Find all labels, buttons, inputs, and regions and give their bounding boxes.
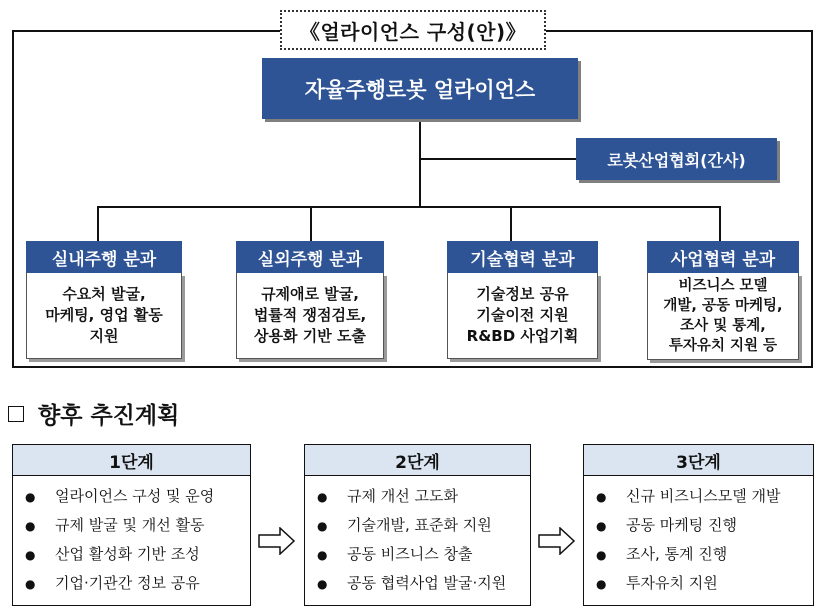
division-desc [26,273,182,359]
alliance-box: 자율주행로봇 얼라이언스 [262,58,578,119]
list-item-text: 규제 발굴 및 개선 활동 [55,516,205,534]
bullet-dot-icon: ● [25,548,36,562]
list-item [596,540,813,569]
list-item [596,569,813,598]
list-item [25,569,250,598]
division-business [647,241,799,360]
bullet-dot-icon: ● [596,490,607,504]
connector-line [310,206,312,242]
division-desc-line: 상용화 기반 도출 [254,327,366,345]
bullet-dot-icon: ● [25,490,36,504]
connector-line [97,206,99,242]
connector-line [510,206,512,242]
list-item-text: 신규 비즈니스모델 개발 [626,487,781,505]
stage-list [13,476,250,598]
division-indoor [26,241,182,359]
plan-heading-text: 향후 추진계획 [38,403,180,429]
division-desc-line: 비즈니스 모델 [678,278,768,294]
connector-line [419,119,421,207]
list-item-text: 공동 비즈니스 창출 [347,545,473,563]
connector-line [97,206,720,208]
division-desc-line: 마케팅, 영업 활동 [45,306,163,324]
division-desc [447,273,598,359]
stage-title: 3단계 [584,445,813,476]
stage-list [305,476,530,598]
division-desc-line: 법률적 쟁점검토, [253,306,367,324]
division-title: 기술협력 분과 [447,241,598,273]
list-item [596,482,813,511]
division-desc-line: 수요처 발굴, [62,285,146,303]
plan-heading [8,397,179,430]
bullet-dot-icon: ● [596,548,607,562]
square-icon [8,406,24,422]
bullet-dot-icon: ● [25,577,36,591]
stage-2 [304,444,531,606]
list-item-text: 공동 마케팅 진행 [626,516,737,534]
division-title: 실내주행 분과 [26,241,182,273]
division-desc-line: 기술정보 공유 [476,285,569,303]
list-item-text: 얼라이언스 구성 및 운영 [55,487,215,505]
division-desc-line: 투자유치 지원 등 [668,338,778,354]
list-item-text: 기업·기관간 정보 공유 [55,574,200,592]
list-item [25,511,250,540]
list-item [25,482,250,511]
right-arrow-icon [538,527,576,555]
bullet-dot-icon: ● [317,548,328,562]
bullet-dot-icon: ● [317,519,328,533]
list-item [317,511,530,540]
division-desc-line: 지원 [89,327,119,345]
bullet-dot-icon: ● [596,577,607,591]
division-desc [236,273,384,359]
division-title: 사업협력 분과 [647,241,799,273]
list-item [317,482,530,511]
list-item-text: 투자유치 지원 [626,574,718,592]
list-item [596,511,813,540]
list-item [317,540,530,569]
list-item [25,540,250,569]
bullet-dot-icon: ● [596,519,607,533]
division-desc [647,273,799,360]
division-desc-line: 규제애로 발굴, [261,285,359,303]
division-desc-line: 개발, 공동 마케팅, [663,298,783,314]
list-item-text: 규제 개선 고도화 [347,487,458,505]
bullet-dot-icon: ● [25,519,36,533]
list-item-text: 조사, 통계 진행 [626,545,728,563]
bullet-dot-icon: ● [317,577,328,591]
connector-line [719,206,721,242]
list-item-text: 산업 활성화 기반 조성 [55,545,200,563]
stage-title: 2단계 [305,445,530,476]
division-outdoor [236,241,384,359]
stage-list [584,476,813,598]
list-item [317,569,530,598]
org-chart-title: 《얼라이언스 구성(안)》 [280,10,546,50]
division-desc-line: R&BD 사업기획 [466,327,579,345]
secretariat-box: 로봇산업협회(간사) [576,138,777,180]
stage-3 [583,444,814,606]
division-tech [447,241,598,359]
connector-line [419,158,576,160]
division-title: 실외주행 분과 [236,241,384,273]
right-arrow-icon [258,527,296,555]
division-desc-line: 기술이전 지원 [476,306,569,324]
bullet-dot-icon: ● [317,490,328,504]
stage-1 [12,444,251,606]
stage-title: 1단계 [13,445,250,476]
list-item-text: 공동 협력사업 발굴·지원 [347,574,507,592]
division-desc-line: 조사 및 통계, [680,318,766,334]
list-item-text: 기술개발, 표준화 지원 [347,516,492,534]
